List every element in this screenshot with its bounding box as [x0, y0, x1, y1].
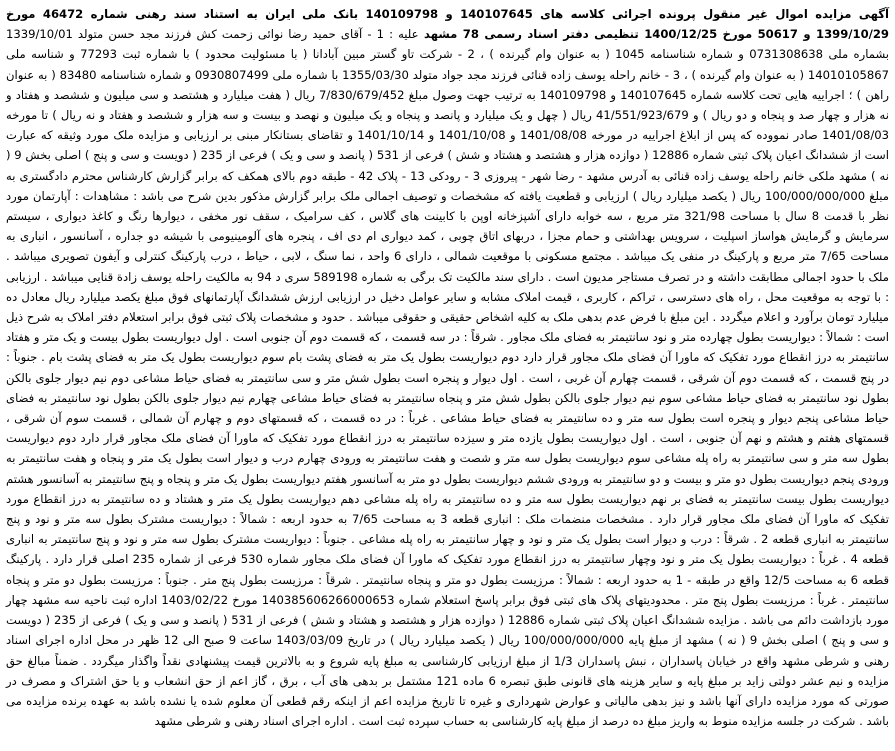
notice-title: آگهی مزایده اموال غیر منقول پرونده اجرائی کلاسه های 140107645 و 140109798 بانک ملی ایران به استناد سند رهنی شماره 46472 مورخ 1399/10/29 و 50617 مورخ 1400/12/25 تنظیمی دفتر اسناد رسمی 78 مشهد	[6, 7, 890, 42]
notice-body: علیه : 1 - آقای حمید رضا نوائی زحمت کش فرزند مجد حسن متولد 1339/10/01 بشماره ملی 0731308638 و شماره شناسنامه 1045 ( به عنوان وام گیرنده ) ، 2 - شرکت تاو گستر مبین آبادانا ( با مسئولیت محدود ) با شماره ثبت 77293 و شناسه ملی 14010105867 ( به عنوان وام گیرنده ) ، 3 - خانم راحله یوسف زاده قنائی فرزند مجد جواد متولد 1355/03/30 با شماره ملی 0930807499 و شماره شناسنامه 83480 ( به عنوان راهن ) ؛ اجراییه هایی تحت کلاسه شماره 140107645 و 140109798 به ترتیب جهت وصول مبلغ 7/830/679/452 ریال ( هفت میلیارد و هشتصد و سی میلیون و ششصد و هفتاد و نه هزار و چهار صد و پنجاه و دو ریال ) و 41/551/923/679 ریال ( چهل و یک میلیارد و پانصد و پنجاه و یک میلیون و نهصد و بیست و سه هزار و ششصد و هفتاد و نه ریال ) تا مورخه 1401/08/03 صادر نمووده که پس از ابلاغ اجراییه در مورخه 1401/08/08 و 1401/10/08 و 1401/10/14 و تقاضای بستانکار مبنی بر ارزیابی و مزایده ملک مورد وثیقه که عبارت است از ششدانگ اعیان پلاک ثبتی شماره 12886 ( دوازده هزار و هشتصد و هشتاد و شش ) فرعی از 531 ( پانصد و سی و یک ) فرعی از 235 ( دویست و سی و پنج ) اصلی بخش 9 ( نه ) مشهد ملکی خانم راحله یوسف زاده قنائی به آدرس مشهد - رضا شهر - پیروزی 3 - رودکی 13 - پلاک 42 - طبقه دوم بالای همکف که برابر گزارش کارشناس محترم دادگستری به مبلغ 100/000/000/000 ریال ( یکصد میلیارد ریال ) ارزیابی و قطعیت یافته که مشخصات و توصیف اجمالی ملک برابر گزارش مذکور بدین شرح می باشد : مشاهدات : آپارتمان مورد نظر با قدمت 8 سال با مساحت 321/98 متر مربع ، سه خوابه دارای آشپزخانه اوپن با کابینت های گلاس ، کف سرامیک ، سقف نور مخفی ، دیوارها رنگ و کاغذ دیواری ، سیستم سرمایش و گرمایش هواساز اسپلیت ، سرویس بهداشتی و حمام مجزا ، دربهای اتاق چوبی ، کمد دیواری ام دی اف ، پنجره های آلومینیومی با شیشه دو جداره ، آسانسور ، انباری به مساحت 7/65 متر مربع و پارکینگ در منفی یک میباشد . مجتمع مسکونی با موقعیت شمالی ، دارای 6 واحد ، نما سنگ ، لابی ، حیاط ، درب پارکینگ کنترلی و آیفون تصویری میباشد . ملک با حدود اجمالی مطابقت داشته و در تصرف مستاجر مدیون است . دارای سند مالکیت تک برگی به شماره 589198 سری د 94 به مالکیت راحله یوسف زادة قنایی میباشد . ارزیابی : با توجه به موقعیت محل ، راه های دسترسی ، تراکم ، کاربری ، قیمت املاک مشابه و سایر عوامل دخیل در ارزیابی ارزش ششدانگ آپارتمانهای فوق مبلغ یکصد میلیارد ریال معادل ده میلیارد تومان برآورد و اعلام میگردد . این مبلغ با فرض عدم بدهی ملک به کلیه اشخاص حقیقی و حقوقی میباشد . حدود و مشخصات پلاک ثبتی فوق برابر استعلام دفتر املاک به شرح ذیل است : شمالاً : دیواریست بطول چهارده متر و نود سانتیمتر به فضای ملک مجاور . شرقاً : در سه قسمت ، که قسمت دوم آن جنوبی است . اول دیواریست بطول بیست و یک متر و هفتاد سانتیمتر به درز انقطاع مورد تفکیک که ماورا آن فضای ملک مجاور قرار دارد دوم دیواریست بطول یک متر به فضای پشت بام سوم دیواریست بطول یک متر به فضای پشت بام . جنوباً : در پنج قسمت ، که قسمت دوم آن شرقی ، قسمت چهارم آن غربی ، است . اول دیوار و پنجره است بطول شش متر و سی سانتیمتر به فضای حیاط مشاعی دوم نیم دیوار جلوی بالکن بطول نود سانتیمتر به فضای حیاط مشاعی سوم نیم دیوار جلوی بالکن بطول شش متر و پنجاه سانتیمتر به فضای حیاط مشاعی چهارم نیم دیوار جلوی بالکن بطول نود سانتیمتر به فضای حیاط مشاعی پنجم دیوار و پنجره است بطول سه متر و ده سانتیمتر به فضای حیاط مشاعی . غرباً : در ده قسمت ، که قسمتهای دوم و چهارم آن شمالی ، قسمت سوم آن شرقی ، قسمتهای هفتم و هشتم و نهم آن جنوبی ، است . اول دیواریست بطول یازده متر و سیزده سانتیمتر به درز انقطاع مورد تفکیک که ماورا آن فضای ملک مجاور قرار دارد دوم دیواریست بطول سه متر و سی سانتیمتر به راه پله مشاعی سوم دیواریست بطول سه متر و شصت و هفت سانتیمتر به ورودی چهارم درب و دیوار است بطول یک متر و پنجاه و هفت سانتیمتر به ورودی پنجم دیواریست بطول دو متر و بیست و دو سانتیمتر به ورودی ششم دیواریست بطول دو متر به آسانسور هفتم دیواریست بطول یک متر و پنجاه و پنج سانتیمتر به آسانسور هشتم دیواریست بطول بیست سانتیمتر به فضای بر نهم دیواریست بطول سه متر و ده سانتیمتر به راه پله مشاعی دهم دیواریست بطول یک متر و هشتاد و ده سانتیمتر به درز انقطاع مورد تفکیک که ماورا آن فضای ملک مجاور قرار دارد . مشخصات منضمات ملک : انباری قطعه 3 به مساحت 7/65 به حدود اربعه : شمالاً : دیواریست مشترک بطول سه متر و نود و پنج سانتیمتر به انباری قطعه 2 . شرقاً : درب و دیوار است بطول یک متر و نود و چهار سانتیمتر به راه پله مشاعی . جنوباً : دیواریست مشترک بطول سه متر و نود و پنج سانتیمتر به انباری قطعه 4 . غرباً : دیواریست بطول یک متر و نود وچهار سانتیمتر به درز انقطاع مورد تفکیک که ماورا آن فضای ملک مجاور شماره 530 فرعی از شماره 235 اصلی قرار دارد . پارکینگ قطعه 6 به مساحت 12/5 واقع در طبقه - 1 به حدود اربعه : شمالاً : مرزیست بطول دو متر و پنجاه سانتیمتر . شرقاً : مرزیست بطول پنج متر . جنوباً : مرزیست بطول دو متر و پنجاه سانتیمتر . غرباً : مرزیست بطول پنج متر . محدودیتهای پلاک های ثبتی فوق برابر پاسخ استعلام شماره 140385606266000653 مورخ 1403/02/22 اداره ثبت ناحیه سه مشهد چهار مورد بازداشت دائم می باشد . مزایده ششدانگ اعیان پلاک ثبتی شماره 12886 ( دوازده هزار و هشتصد و هشتاد و شش ) فرعی از 531 ( پانصد و سی و یک ) فرعی از 235 ( دویست و سی و پنج ) اصلی بخش 9 ( نه ) مشهد از مبلغ پایه 100/000/000/000 ریال ( یکصد میلیارد ریال ) در تاریخ 1403/03/09 ساعت 9 صبح الی 12 ظهر در محل اداره اجرای اسناد رهنی و شرطی مشهد واقع در خیابان پاسداران ، نبش پاسداران 1/3 از مبلغ ارزیابی کارشناسی به مبلغ پایه شروع و به بالاترین قیمت پیشنهادی نقداً واگذار میگردد . ضمناً مبالغ حق مزایده و نیم عشر دولتی زاید بر مبلغ پایه و سایر هزینه های قانونی طبق تبصره 6 ماده 121 مشتمل بر بدهی های آب ، برق ، گاز اعم از حق انشعاب و یا حق اشتراک و مصرف در صورتی که مورد مزایده دارای آنها باشد و نیز بدهی مالیاتی و عوارض شهرداری و غیره تا تاریخ مزایده اعم از اینکه رقم قطعی آن معلوم شده یا نشده باشد به عهده برنده مزایده می باشد . شرکت در جلسه مزایده منوط به واریز مبلغ ده درصد از مبلغ پایه کارشناسی به حساب سپرده ثبت است . اداره اجرای اسناد رهنی و شرطی مشهد	[6, 27, 890, 729]
